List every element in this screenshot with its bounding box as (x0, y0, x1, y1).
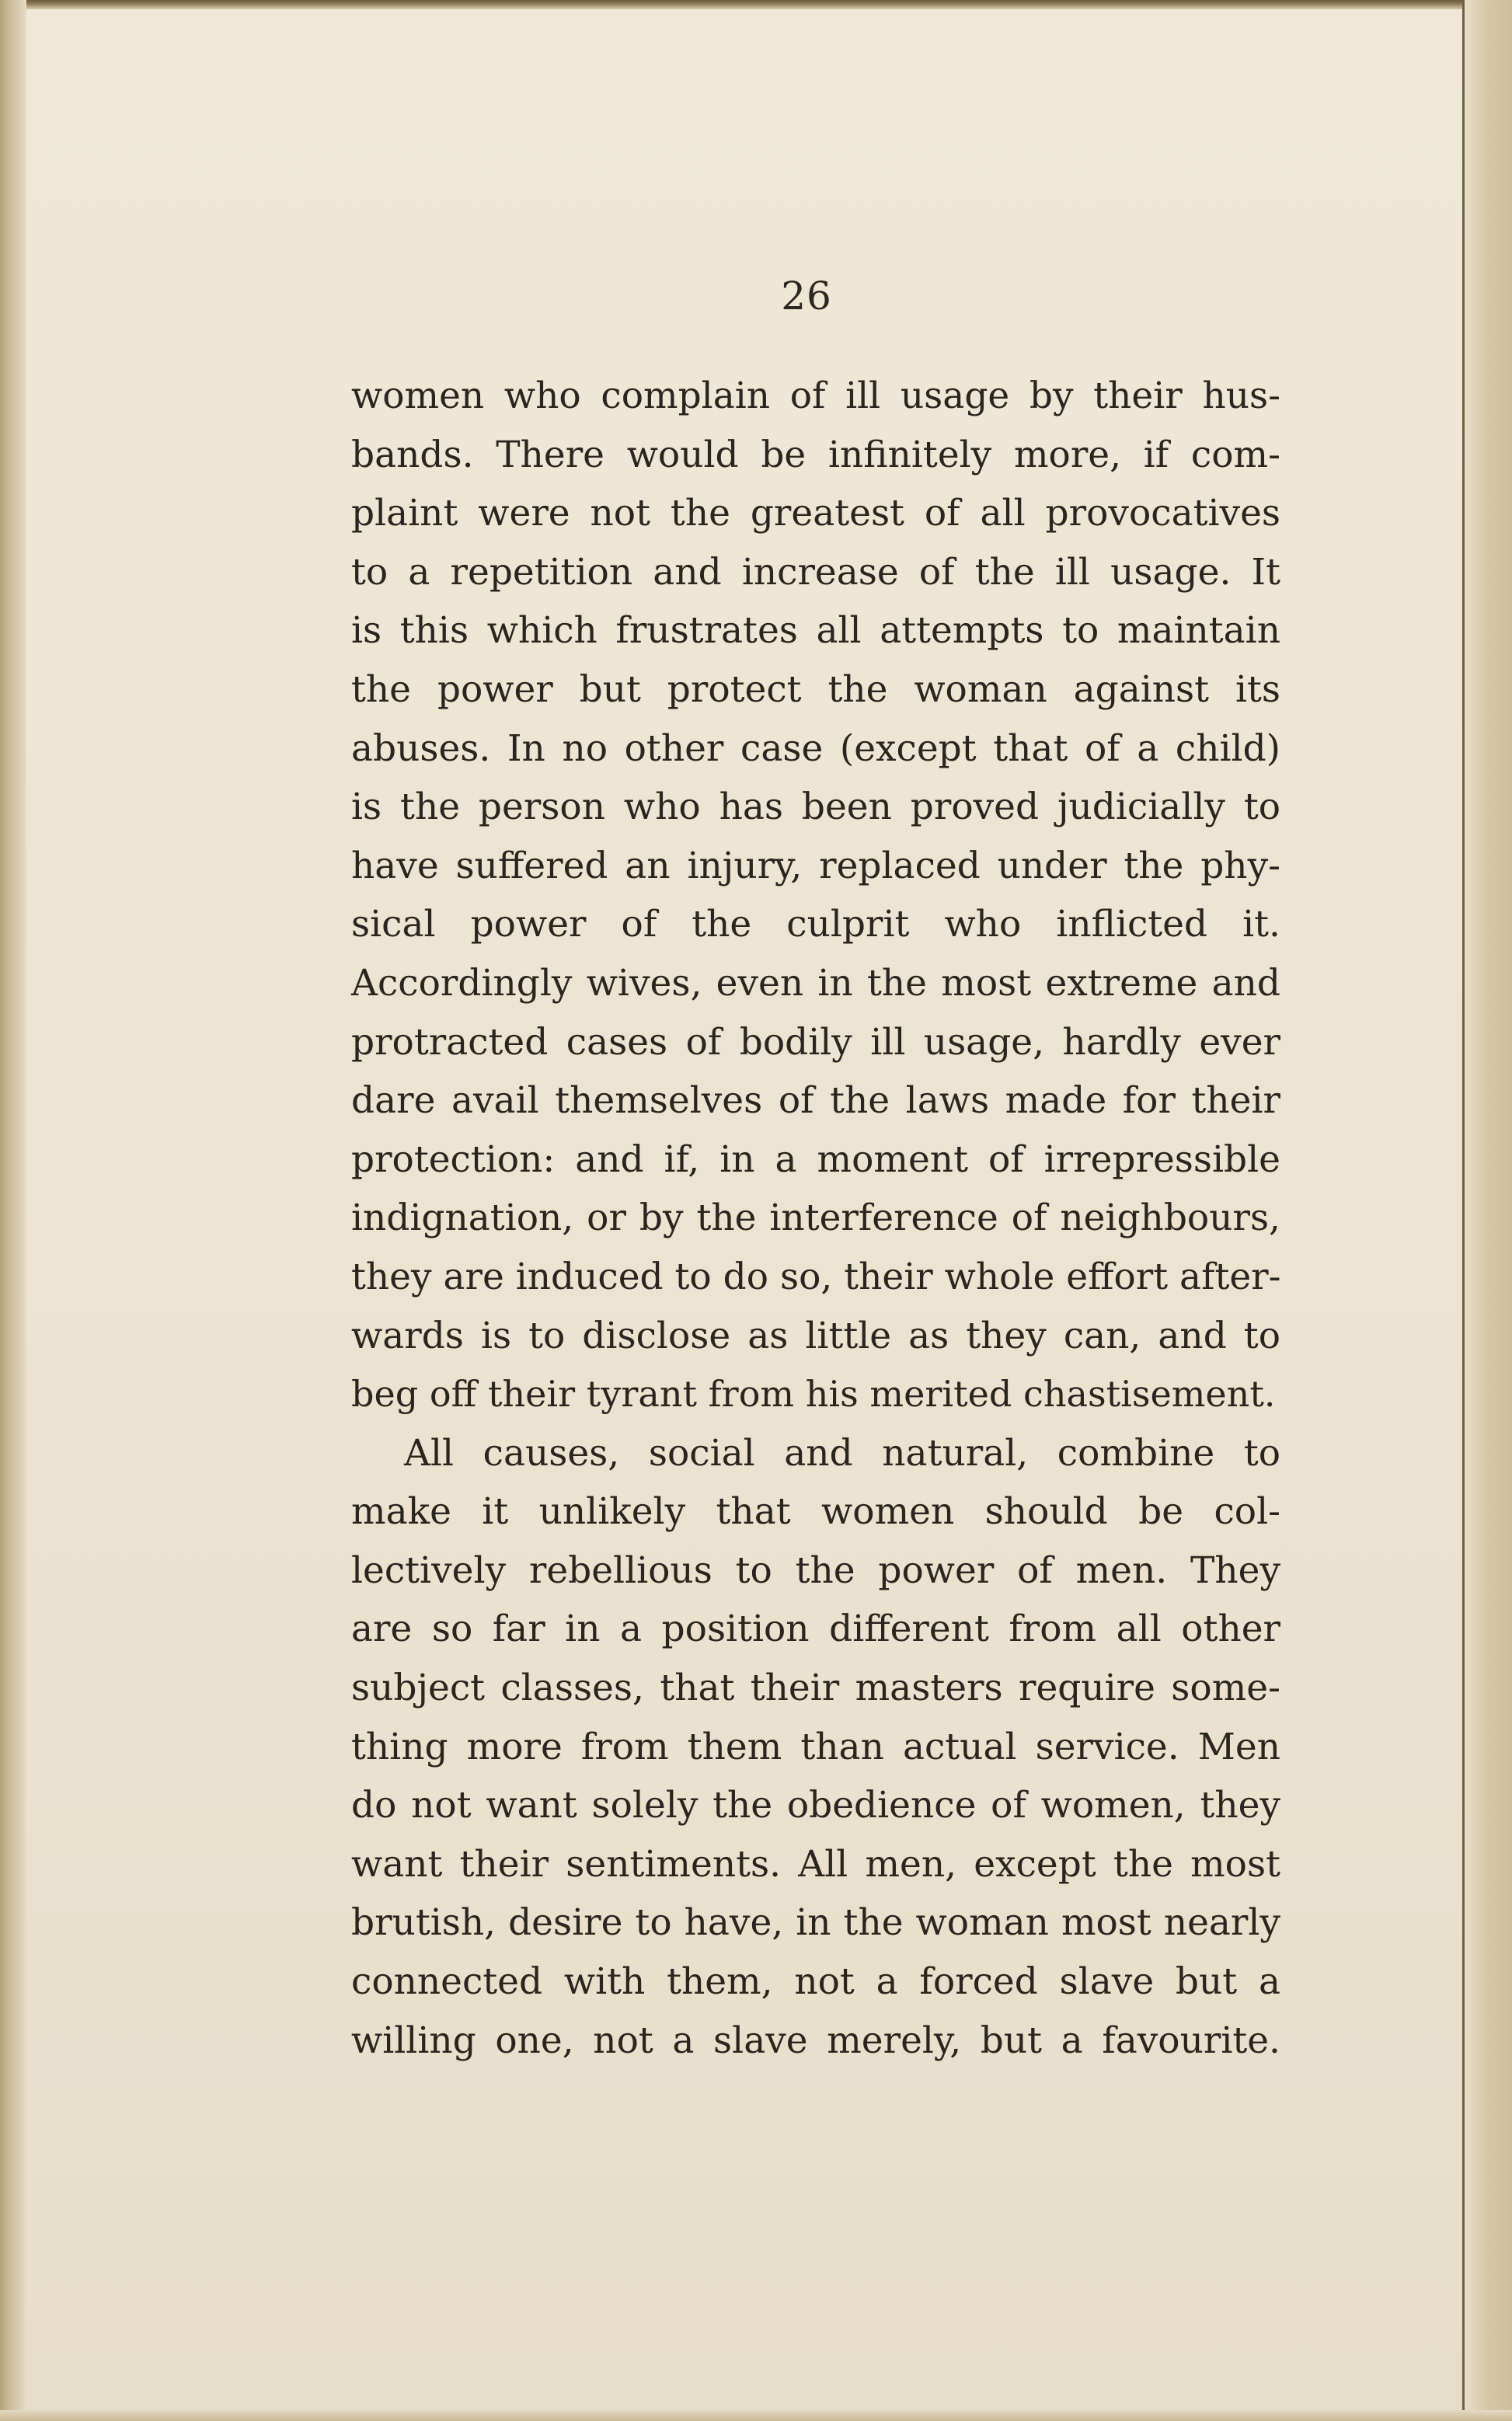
paragraph-last-line: beg off their tyrant from his merited chastisement. (351, 1373, 1276, 1416)
text-line: wards is to disclose as little as they can, and to (351, 1314, 1280, 1357)
text-line: plaint were not the greatest of all provocatives (351, 492, 1280, 535)
text-line: connected with them, not a forced slave but a (351, 1960, 1280, 2004)
text-line: brutish, desire to have, in the woman most nearly (351, 1901, 1280, 1945)
text-line: protracted cases of bodily ill usage, hardly ever (351, 1020, 1280, 1064)
page-top-edge (0, 0, 1512, 9)
page-number: 26 (781, 273, 832, 319)
text-line: women who complain of ill usage by their hus- (351, 374, 1280, 417)
text-line: the power but protect the woman against its (351, 667, 1280, 711)
text-line: to a repetition and increase of the ill usage. It (351, 550, 1280, 594)
text-line: are so far in a position different from all other (351, 1608, 1280, 1651)
book-gutter (0, 0, 26, 2421)
text-line: is this which frustrates all attempts to maintain (351, 609, 1280, 653)
text-line: subject classes, that their masters require some- (351, 1667, 1280, 1710)
text-line: have suffered an injury, replaced under the phy- (351, 844, 1280, 887)
text-line: abuses. In no other case (except that of a child) (351, 726, 1280, 770)
text-line: sical power of the culprit who inflicted it. (351, 903, 1280, 946)
text-line: willing one, not a slave merely, but a favourite. (351, 2019, 1280, 2062)
text-line: they are induced to do so, their whole effort after- (351, 1255, 1281, 1298)
text-line: bands. There would be infinitely more, if com- (351, 433, 1280, 476)
page-bottom-edge (0, 2410, 1512, 2421)
text-line: Accordingly wives, even in the most extreme and (351, 961, 1280, 1005)
text-line: dare avail themselves of the laws made for their (351, 1079, 1280, 1123)
body-text (351, 367, 1280, 2070)
text-line: thing more from them than actual service. Men (351, 1725, 1280, 1768)
page-right-edge (1462, 0, 1512, 2421)
text-line: is the person who has been proved judicially to (351, 786, 1280, 829)
text-line: protection: and if, in a moment of irrepressible (351, 1137, 1280, 1181)
text-line: want their sentiments. All men, except the most (351, 1842, 1280, 1886)
text-line: do not want solely the obedience of women, they (351, 1784, 1280, 1827)
paragraph-first-line: All causes, social and natural, combine to (404, 1431, 1280, 1475)
text-line: indignation, or by the interference of neighbours, (351, 1197, 1280, 1240)
text-line: make it unlikely that women should be col- (351, 1490, 1280, 1534)
text-line: lectively rebellious to the power of men. They (351, 1548, 1280, 1592)
